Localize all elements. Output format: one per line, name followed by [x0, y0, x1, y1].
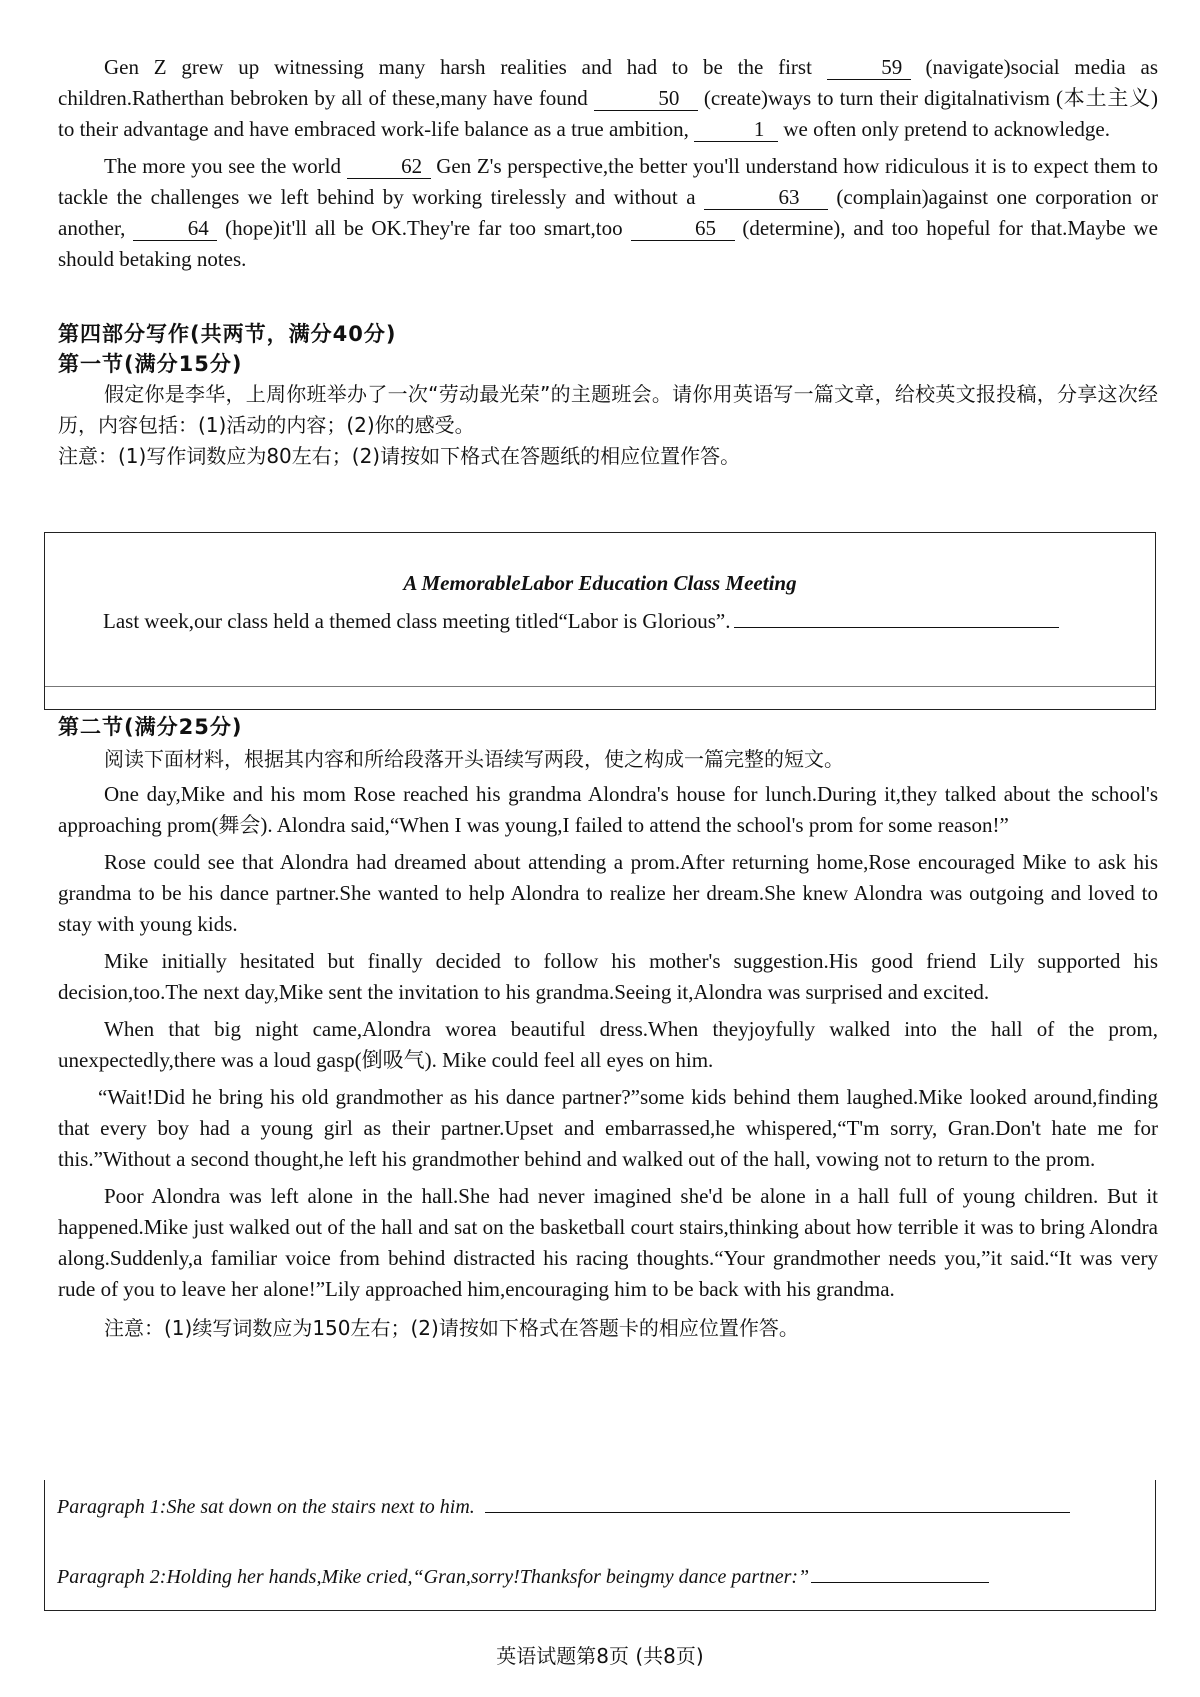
blank-64[interactable]: 64 [133, 216, 217, 241]
blank-59[interactable]: 59 [827, 55, 911, 80]
text: (determine), and too hopeful for that.Maybe we should betaking notes. [58, 216, 1158, 271]
section2-heading: 第二节(满分25分) [58, 715, 243, 739]
section2-note: 注意：(1)续写词数应为150左右；(2)请按如下格式在答题卡的相应位置作答。 [104, 1316, 799, 1340]
answer-line[interactable] [811, 1562, 989, 1583]
story-paragraph: Poor Alondra was left alone in the hall.She had never imagined she'd be alone in a hall full of young children. But it happened.Mike just walked out of the hall and sat on the basketball court stairs,thinking about how terrible it was to bring Alondra along.Suddenly,a familiar voice from behind distracted his racing thoughts.“Your grandmother needs you,”it said.“It was very rude of you to leave her alone!”Lily approached him,encouraging him to be back with his grandma. [58, 1184, 1158, 1301]
paragraph1-starter: Paragraph 1:She sat down on the stairs next to him. [57, 1496, 475, 1518]
text: (navigate)social media as children.Ratherthan bebroken by all of these,many have found [58, 55, 1159, 110]
section2 [58, 712, 1158, 1344]
section1-prompt: 假定你是李华，上周你班举办了一次“劳动最光荣”的主题班会。请你用英语写一篇文章，给校英文报投稿，分享这次经历，内容包括：(1)活动的内容；(2)你的感受。 [58, 382, 1158, 437]
section1-note: 注意：(1)写作词数应为80左右；(2)请按如下格式在答题纸的相应位置作答。 [58, 444, 741, 468]
answer-line[interactable] [734, 607, 1059, 628]
writing-box-1 [44, 532, 1156, 710]
passage-paragraph [58, 151, 1158, 275]
paragraph2-line [57, 1562, 989, 1589]
story-paragraph: Rose could see that Alondra had dreamed about attending a prom.After returning home,Rose encouraged Mike to ask his grandma to be his dance partner.She wanted to help Alondra to realize her dream.She knew Alondra was outgoing and loved to stay with young kids. [58, 850, 1158, 936]
text: (complain)against one corporation or another, [58, 185, 1158, 240]
answer-line[interactable] [485, 1492, 1070, 1513]
paragraph2-starter: Paragraph 2:Holding her hands,Mike cried,“Gran,sorry!Thanksfor beingmy dance partner:” [57, 1566, 810, 1588]
text: The more you see the world [104, 154, 347, 178]
blank-61[interactable]: 1 [694, 117, 778, 142]
text: Gen Z's perspective,the better you'll understand how ridiculous it is to expect them to tackle the challenges we left behind by working tirelessly and without a [58, 154, 1158, 209]
writing-box-2 [44, 1480, 1156, 1611]
exam-page [58, 52, 1158, 472]
section2-prompt: 阅读下面材料，根据其内容和所给段落开头语续写两段，使之构成一篇完整的短文。 [104, 747, 844, 771]
text: we often only pretend to acknowledge. [778, 117, 1110, 141]
story-paragraph: When that big night came,Alondra worea beautiful dress.When theyjoyfully walked into the hall of the prom, unexpectedly,there was a loud gasp(倒吸气). Mike could feel all eyes on him. [58, 1017, 1158, 1072]
blank-62[interactable]: 62 [347, 154, 431, 179]
text: (hope)it'll all be OK.They're far too smart,too [217, 216, 631, 240]
box1-line [103, 607, 1059, 634]
story-paragraph: “Wait!Did he bring his old grandmother as his dance partner?”some kids behind them laughed.Mike looked around,finding that every boy had a young girl as their partner.Upset and embarrassed,he whispered,“T'm sorry, Gran.Don't hate me for this.”Without a second thought,he left his grandmother behind and walked out of the hall, vowing not to return to the prom. [58, 1085, 1158, 1171]
box-divider [45, 686, 1155, 687]
blank-60[interactable]: 50 [594, 86, 698, 111]
page-footer: 英语试题第8页 (共8页) [496, 1644, 704, 1668]
passage-paragraph [58, 52, 1158, 145]
blank-65[interactable]: 65 [631, 216, 735, 241]
box1-title: A MemorableLabor Education Class Meeting [403, 571, 797, 595]
part4-heading: 第四部分写作(共两节，满分40分) [58, 322, 397, 346]
text: (create)ways to turn their digitalnativism (本土主义) to their advantage and have embraced work-life balance as a true ambition, [58, 86, 1158, 141]
box1-text: Last week,our class held a themed class meeting titled“Labor is Glorious”. [103, 609, 731, 633]
story-paragraph: One day,Mike and his mom Rose reached his grandma Alondra's house for lunch.During it,they talked about the school's approaching prom(舞会). Alondra said,“When I was young,I failed to attend the school's prom for some reason!” [58, 782, 1158, 837]
section1-heading: 第一节(满分15分) [58, 352, 243, 376]
text: Gen Z grew up witnessing many harsh realities and had to be the first [104, 55, 827, 79]
paragraph1-line [57, 1492, 1070, 1519]
blank-63[interactable]: 63 [704, 185, 828, 210]
story-paragraph: Mike initially hesitated but finally decided to follow his mother's suggestion.His good friend Lily supported his decision,too.The next day,Mike sent the invitation to his grandma.Seeing it,Alondra was surprised and excited. [58, 949, 1158, 1004]
